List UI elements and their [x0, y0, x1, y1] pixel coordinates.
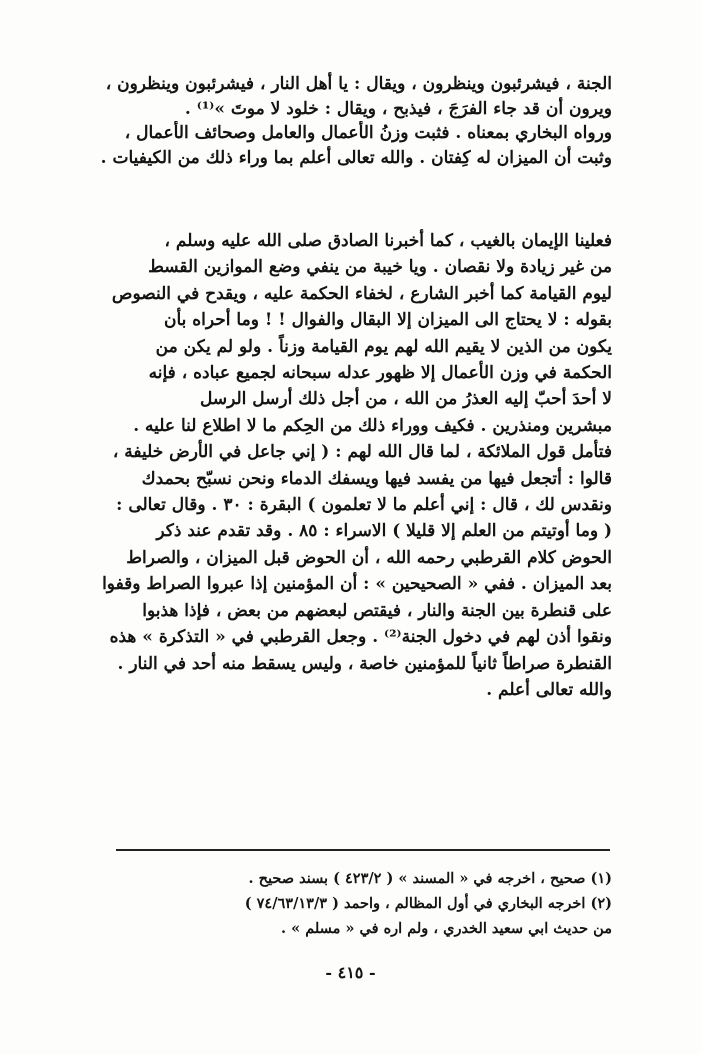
- footnote-divider: [116, 849, 610, 851]
- text-line: فعلينا الإيمان بالغيب ، كما أخبرنا الصادق صلى الله عليه وسلم ،: [164, 231, 612, 251]
- text-line: ونقدس لك ، قال : إني أعلم ما لا تعلمون ) البقرة : ٣٠ . وقال تعالى :: [116, 495, 612, 516]
- text-line: والله تعالى أعلم .: [486, 679, 612, 700]
- text-line: بقوله : لا يحتاج الى الميزان إلا البقال والفوال ! ! وما أحراه بأن: [163, 310, 612, 331]
- footnotes: [92, 866, 612, 941]
- text-line: بعد الميزان . ففي « الصحيحين » : أن المؤمنين إذا عبروا الصراط وقفوا: [102, 574, 612, 595]
- footnote-1: (١) صحيح ، اخرجه في « المسند » ( ٤٢٣/٢ ) بسند صحيح .: [248, 870, 612, 887]
- page-number: - ٤١٥ -: [325, 963, 376, 982]
- text-line: مبشرين ومنذرين . فكيف ووراء ذلك من الحِكم ما لا اطلاع لنا عليه .: [133, 415, 612, 436]
- footnote-2: (٢) اخرجه البخاري في أول المظالم ، واحمد ( ٧٤/٦٣/١٣/٣ ): [244, 895, 612, 912]
- footnote-2-continued: من حديث ابي سعيد الخدري ، ولم اره في « مسلم » .: [280, 920, 612, 937]
- paragraph-1: [92, 72, 612, 170]
- text-line: ونقوا أذن لهم في دخول الجنة⁽²⁾ . وجعل القرطبي في « التذكرة » هذه: [109, 627, 612, 648]
- text-line: على قنطرة بين الجنة والنار ، فيقتص لبعضهم من بعض ، فإذا هذبوا: [142, 600, 612, 621]
- text-line: ليوم القيامة كما أخبر الشارع ، لخفاء الحكمة عليه ، ويقدح في النصوص: [111, 283, 612, 304]
- text-line: من غير زيادة ولا نقصان . ويا خيبة من ينفي وضع الموازين القسط: [148, 257, 612, 278]
- text-line: ويرون أن قد جاء الفرَجَ ، فيذبح ، ويقال : خلود لا موتَ »⁽¹⁾ .: [184, 98, 612, 119]
- text-line: الحوض كلام القرطبي رحمه الله ، أن الحوض قبل الميزان ، والصراط: [126, 547, 612, 568]
- text-line: قالوا : أتجعل فيها من يفسد فيها ويسفك الدماء ونحن نسبّح بحمدك: [141, 468, 612, 489]
- text-line: القنطرة صراطاً ثانياً للمؤمنين خاصة ، وليس يسقط منه أحد في النار .: [117, 653, 612, 674]
- text-line: وثبت أن الميزان له كِفتان . والله تعالى أعلم بما وراء ذلك من الكيفيات .: [100, 147, 612, 168]
- text-line: فتأمل قول الملائكة ، لما قال الله لهم : ( إني جاعل في الأرض خليفة ،: [112, 442, 612, 463]
- text-line: ورواه البخاري بمعناه . فثبت وزنُ الأعمال والعامل وصحائف الأعمال ،: [124, 123, 612, 144]
- paragraph-2: [92, 228, 612, 703]
- text-line: الحكمة في وزن الأعمال إلا ظهور عدله سبحانه لجميع عباده ، فإنه: [148, 363, 612, 384]
- text-line: ( وما أوتيتم من العلم إلا قليلا ) الاسراء : ٨٥ . وقد تقدم عند ذكر: [156, 521, 612, 542]
- text-line: يكون من الذين لا يقيم الله لهم يوم القيامة وزناً . ولو لم يكن من: [155, 336, 612, 357]
- text-line: لا أحدَ أحبّ إليه العذرُ من الله ، من أجل ذلك أرسل الرسل: [199, 389, 612, 410]
- text-line: الجنة ، فيشرئبون وينظرون ، ويقال : يا أهل النار ، فيشرئبون وينظرون ،: [105, 74, 612, 94]
